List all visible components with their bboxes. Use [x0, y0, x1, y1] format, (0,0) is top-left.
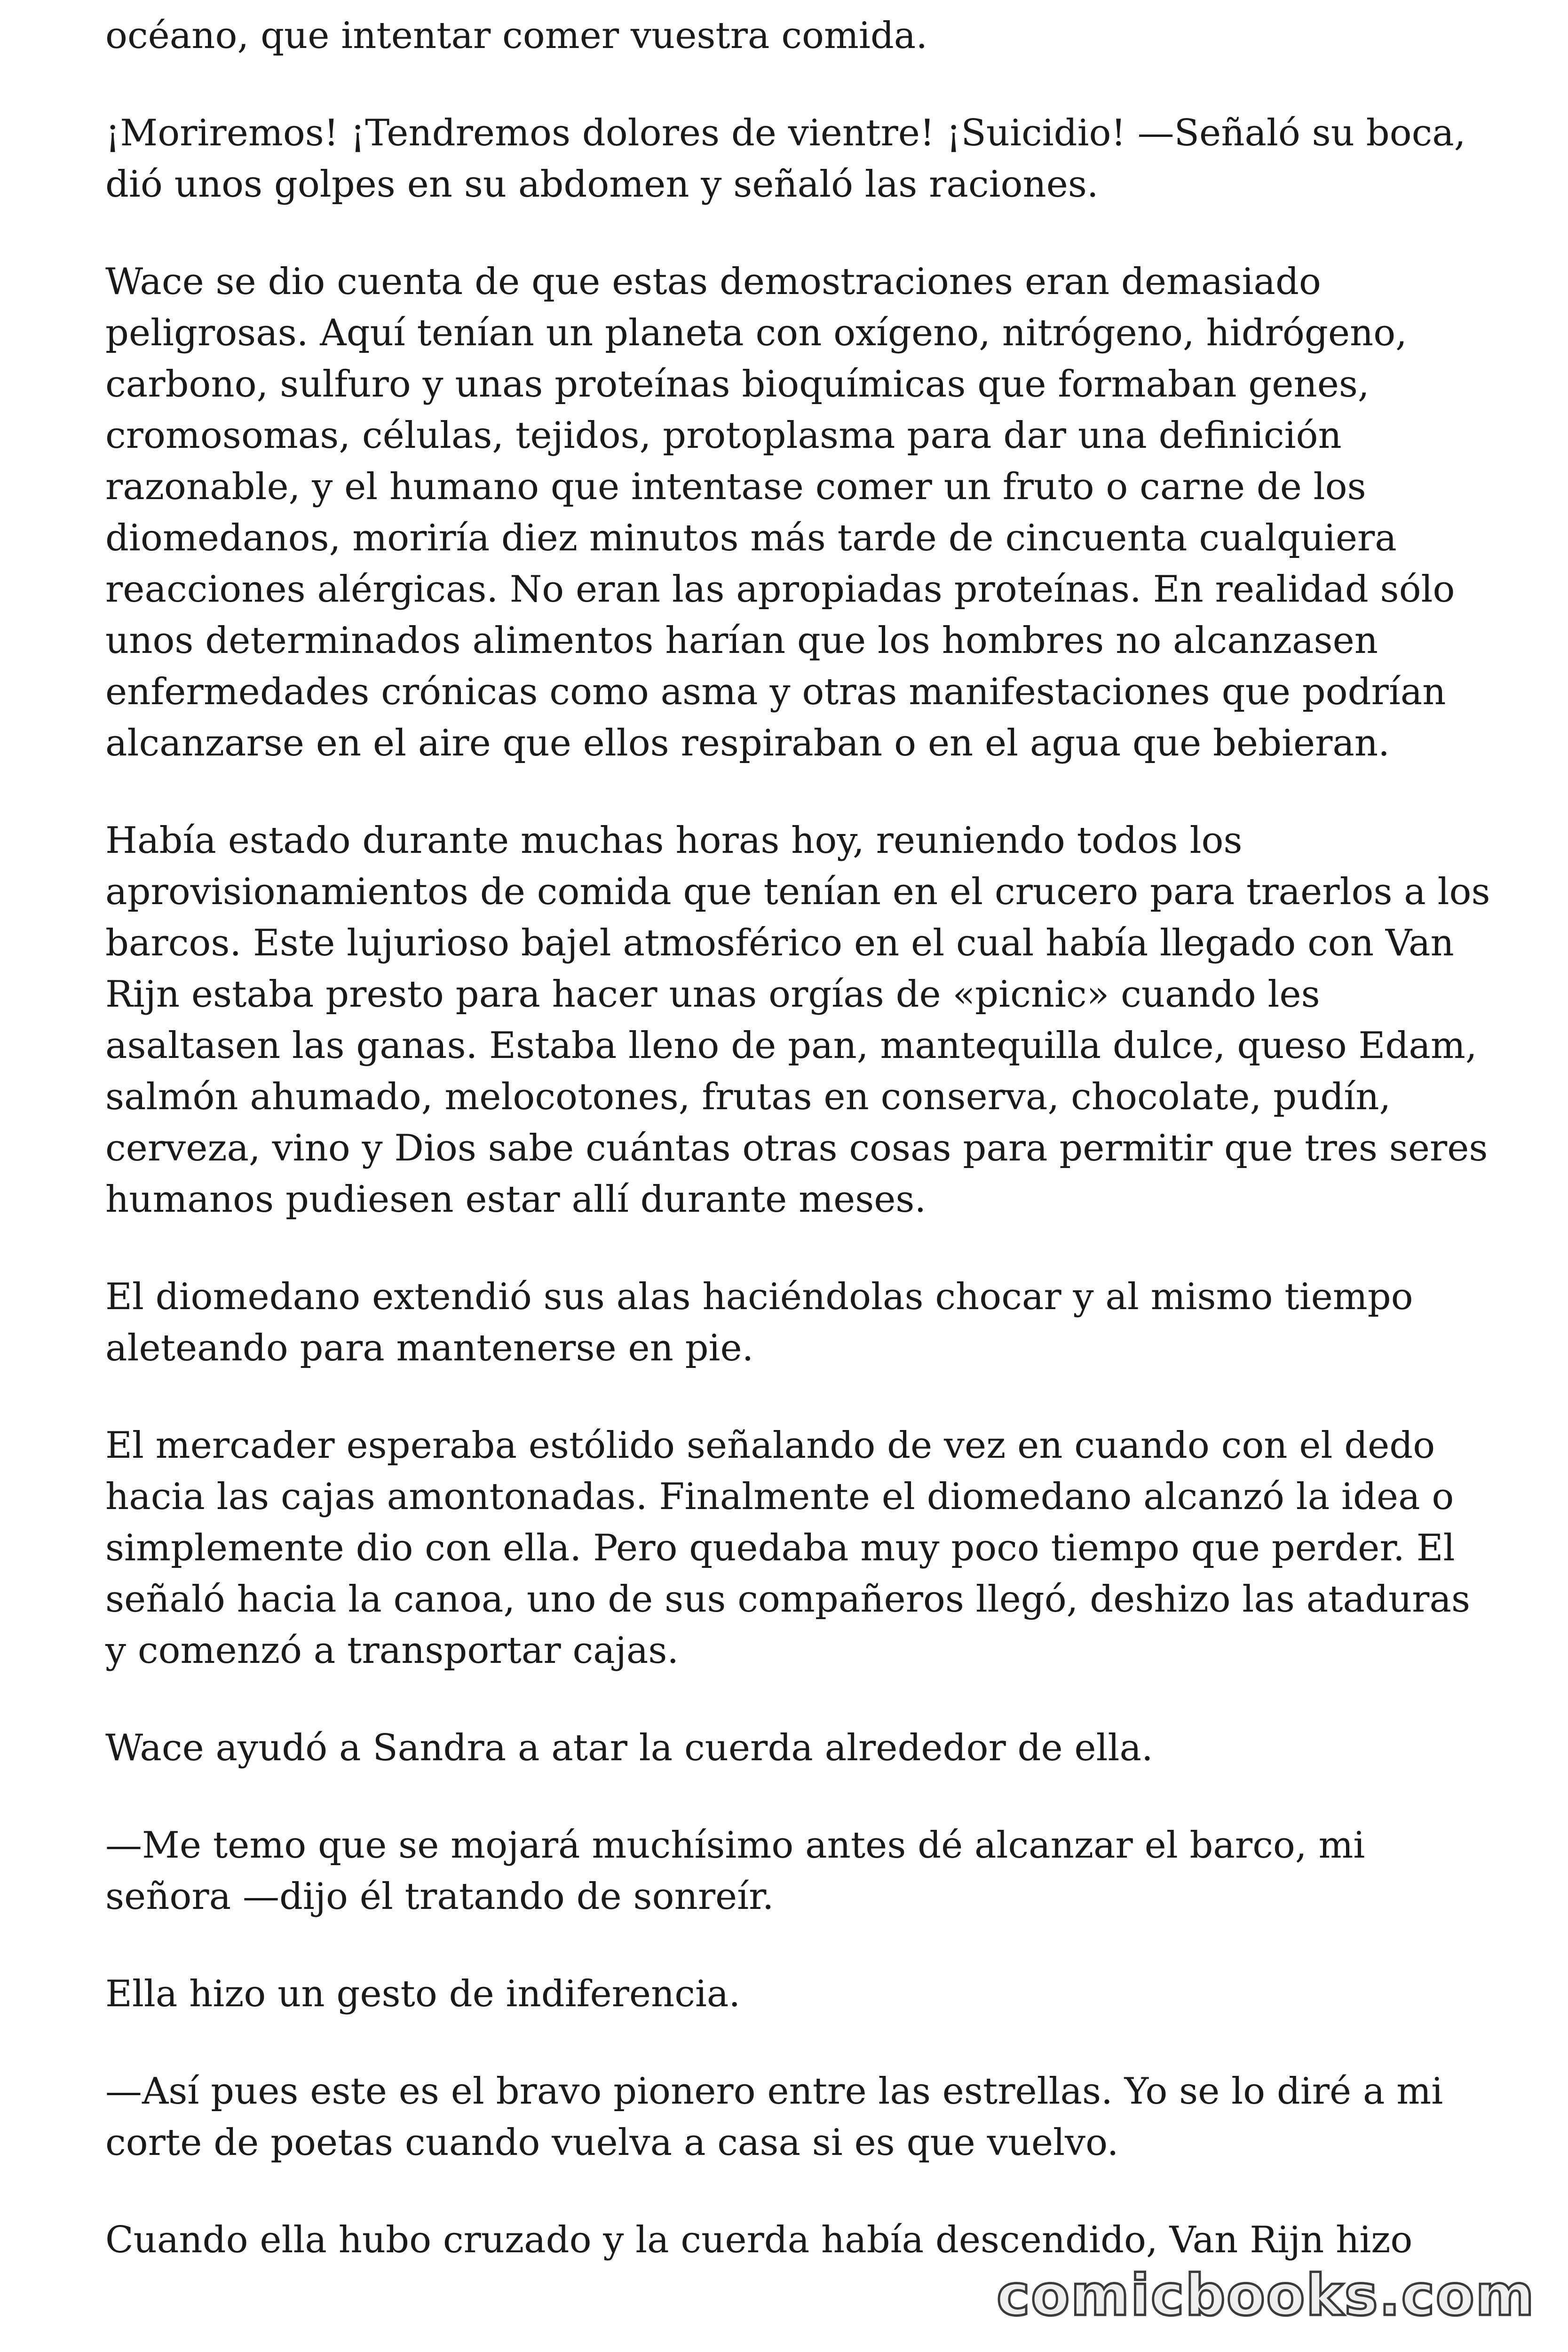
- paragraph: Ella hizo un gesto de indiferencia.: [105, 1973, 741, 2015]
- paragraph: Wace ayudó a Sandra a atar la cuerda alrededor de ella.: [105, 1727, 1153, 1769]
- paragraph: El diomedano extendió sus alas haciéndolas chocar y al mismo tiempo aleteando para mantenerse en pie.: [105, 1276, 1413, 1369]
- paragraph: —Me temo que se mojará muchísimo antes dé alcanzar el barco, mi señora —dijo él tratando de sonreír.: [105, 1824, 1365, 1918]
- watermark: comicbooks.com: [996, 2263, 1535, 2328]
- body-text: [105, 10, 1497, 2266]
- paragraph: océano, que intentar comer vuestra comida.: [105, 15, 928, 57]
- paragraph: Wace se dio cuenta de que estas demostraciones eran demasiado peligrosas. Aquí tenían un planeta con oxígeno, nitrógeno, hidrógeno, carbono, sulfuro y unas proteínas bioquímicas que formaban genes, cromosomas, células, tejidos, protoplasma para dar una definición razonable, y el humano que intentase comer un fruto o carne de los diomedanos, moriría diez minutos más tarde de cincuenta cualquiera reacciones alérgicas. No eran las apropiadas proteínas. En realidad sólo unos determinados alimentos harían que los hombres no alcanzasen enfermedades crónicas como asma y otras manifestaciones que podrían alcanzarse en el aire que ellos respiraban o en el agua que bebieran.: [105, 261, 1455, 764]
- paragraph: Cuando ella hubo cruzado y la cuerda había descendido, Van Rijn hizo: [105, 2219, 1413, 2261]
- paragraph: El mercader esperaba estólido señalando de vez en cuando con el dedo hacia las cajas amontonadas. Finalmente el diomedano alcanzó la idea o simplemente dio con ella. Pero quedaba muy poco tiempo que perder. El señaló hacia la canoa, uno de sus compañeros llegó, deshizo las ataduras y comenzó a transportar cajas.: [105, 1424, 1470, 1672]
- paragraph: ¡Moriremos! ¡Tendremos dolores de vientre! ¡Suicidio! —Señaló su boca, dió unos golpes en su abdomen y señaló las raciones.: [105, 112, 1466, 206]
- paragraph: Había estado durante muchas horas hoy, reuniendo todos los aprovisionamientos de comida que tenían en el crucero para traerlos a los barcos. Este lujurioso bajel atmosférico en el cual había llegado con Van Rijn estaba presto para hacer unas orgías de «picnic» cuando les asaltasen las ganas. Estaba lleno de pan, mantequilla dulce, queso Edam, salmón ahumado, melocotones, frutas en conserva, chocolate, pudín, cerveza, vino y Dios sabe cuántas otras cosas para permitir que tres seres humanos pudiesen estar allí durante meses.: [105, 819, 1490, 1221]
- paragraph: —Así pues este es el bravo pionero entre las estrellas. Yo se lo diré a mi corte de poetas cuando vuelva a casa si es que vuelvo.: [105, 2070, 1443, 2164]
